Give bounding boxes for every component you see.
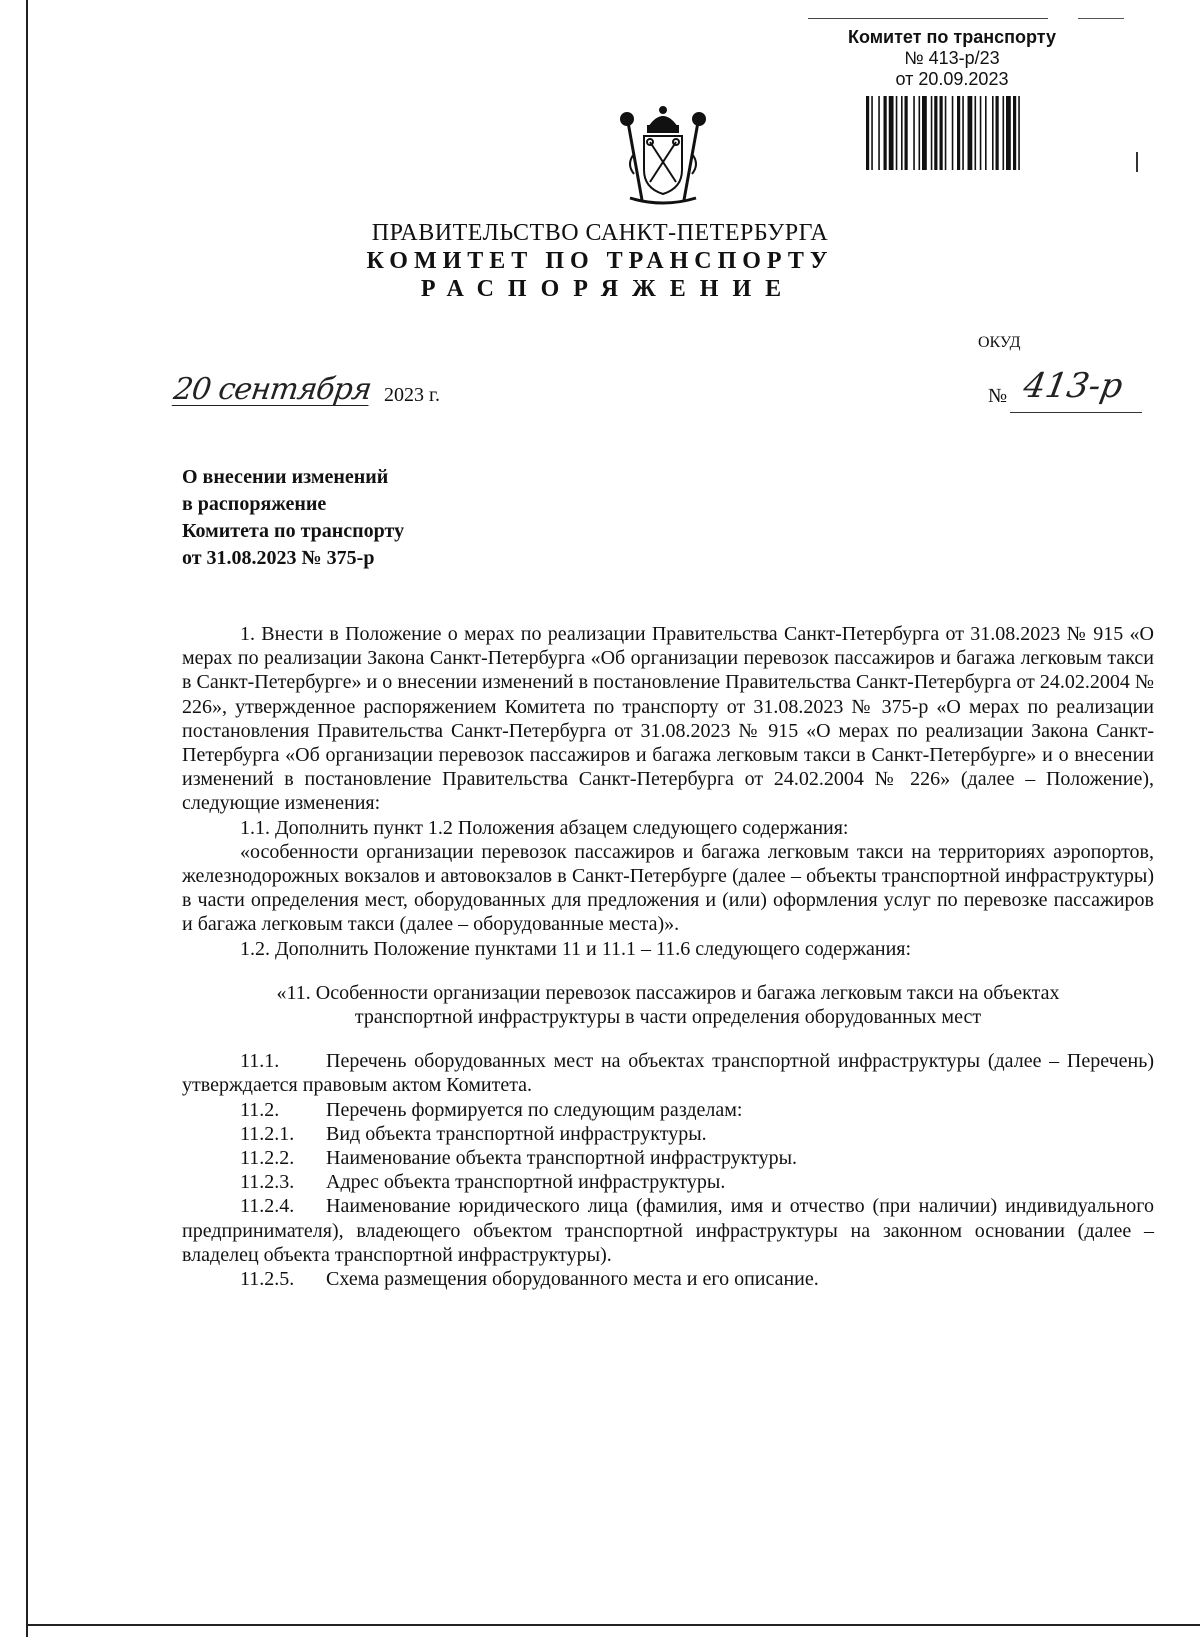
barcode-bar (975, 96, 977, 170)
list-item (182, 1194, 1154, 1267)
barcode-bar (962, 96, 964, 170)
registration-stamp (812, 26, 1092, 90)
number-label: № (988, 385, 1008, 407)
item-number: 11.2.3. (240, 1171, 295, 1194)
list-item (182, 1049, 1154, 1097)
section-title-line: транспортной инфраструктуры в части определения оборудованных мест (354, 1006, 982, 1029)
item-text: Перечень формируется по следующим разделам: (326, 1098, 743, 1121)
barcode-bar (1018, 96, 1020, 170)
barcode-bar (913, 96, 915, 170)
item-text: Вид объекта транспортной инфраструктуры. (326, 1122, 707, 1145)
section-title (182, 981, 1154, 1029)
barcode-bar (940, 96, 943, 170)
scan-mark (1136, 152, 1138, 172)
item-text: Схема размещения оборудованного места и его описание. (326, 1268, 819, 1291)
scan-edge-top (1078, 18, 1124, 19)
barcode-bar (957, 96, 960, 170)
barcode-bar (1006, 96, 1011, 170)
barcode-bar (934, 96, 937, 170)
barcode-bar (905, 96, 908, 170)
barcode-bar (980, 96, 982, 170)
document-subject (182, 464, 404, 572)
document-type: РАСПОРЯЖЕНИЕ (420, 276, 796, 302)
list-item (182, 1122, 1154, 1146)
document-year: 2023 г. (384, 384, 440, 406)
okud-label: ОКУД (978, 334, 1021, 351)
barcode-bar (866, 96, 869, 170)
barcode-bar (884, 96, 887, 170)
barcode-bar (871, 96, 873, 170)
item-text: Наименование юридического лица (фамилия, имя и отчество (при наличии) индивидуального предпринимателя), владеющего объектом транспортной инфраструктуры на законном основании (далее – владелец объекта транспортной инфраструктуры). (182, 1195, 1154, 1266)
barcode-bar (901, 96, 903, 170)
list-item (182, 1098, 1154, 1122)
item-text: Адрес объекта транспортной инфраструктуры. (326, 1171, 726, 1194)
item-number: 11.2. (240, 1098, 280, 1121)
list-item (182, 1267, 1154, 1291)
coat-of-arms-icon (608, 104, 718, 206)
stamp-number: № 413-р/23 (904, 48, 1000, 68)
paragraph-1-2: 1.2. Дополнить Положение пунктами 11 и 11.1 – 11.6 следующего содержания: (240, 937, 912, 960)
section-title-line: «11. Особенности организации перевозок пассажиров и багажа легковым такси на объектах (276, 981, 1060, 1004)
list-item (182, 1170, 1154, 1194)
paragraph-1-1-quote: «особенности организации перевозок пассажиров и багажа легковым такси на территориях аэропортов, железнодорожных вокзалов и автовокзалов в Санкт-Петербурге (далее – объекты транспортной инфраструктуры) в части определения мест, оборудованных для предложения и (или) оформления услуг по перевозке пассажиров и багажа легковым такси (далее – оборудованные места)». (182, 840, 1154, 936)
barcode-bar (931, 96, 933, 170)
barcode-bar (985, 96, 987, 170)
handwritten-number: 413-р (1020, 366, 1126, 406)
barcode-bar (952, 96, 954, 170)
government-title: ПРАВИТЕЛЬСТВО САНКТ-ПЕТЕРБУРГА (371, 220, 829, 246)
barcode-bar (889, 96, 894, 170)
scan-edge-bottom (26, 1624, 1200, 1626)
paragraph-1-1: 1.1. Дополнить пункт 1.2 Положения абзацем следующего содержания: (240, 816, 849, 839)
item-number: 11.1. (240, 1050, 280, 1073)
item-text: Перечень оборудованных мест на объектах транспортной инфраструктуры (далее – Перечень) утверждается правовым актом Комитета. (182, 1050, 1154, 1097)
subject-line: от 31.08.2023 № 375-р (182, 547, 375, 569)
committee-title: КОМИТЕТ ПО ТРАНСПОРТУ (366, 248, 834, 274)
item-text: Наименование объекта транспортной инфраструктуры. (326, 1147, 798, 1170)
handwritten-date: 20 сентября (171, 372, 374, 407)
list-item (182, 1146, 1154, 1170)
item-number: 11.2.1. (240, 1122, 295, 1145)
barcode-bar (992, 96, 994, 170)
barcode-bar (1003, 96, 1005, 170)
subject-line: О внесении изменений (182, 466, 389, 488)
barcode-bar (878, 96, 880, 170)
barcode-bar (968, 96, 973, 170)
barcode (866, 96, 1062, 170)
scan-edge-top (808, 18, 1048, 19)
barcode-bar (1013, 96, 1016, 170)
item-number: 11.2.4. (240, 1195, 295, 1218)
stamp-date: от 20.09.2023 (895, 69, 1009, 89)
paragraph-1: 1. Внести в Положение о мерах по реализации Правительства Санкт-Петербурга от 31.08.2023 № 915 «О мерах по реализации Закона Санкт-Петербурга «Об организации перевозок пассажиров и багажа легковым такси в Санкт-Петербурге» и о внесении изменений в постановление Правительства Санкт-Петербурга от 24.02.2004 № 226», утвержденное распоряжением Комитета по транспорту от 31.08.2023 № 375-р «О мерах по реализации постановления Правительства Санкт-Петербурга от 31.08.2023 № 915 «О мерах по реализации Закона Санкт-Петербурга «Об организации перевозок пассажиров и багажа легковым такси в Санкт-Петербурге» и о внесении изменений в постановление Правительства Санкт-Петербурга от 24.02.2004 № 226» (далее – Положение), следующие изменения: (182, 623, 1154, 815)
barcode-bar (919, 96, 921, 170)
document-body (182, 622, 1154, 1291)
subject-line: Комитета по транспорту (182, 520, 405, 542)
subject-line: в распоряжение (182, 493, 327, 515)
item-number: 11.2.5. (240, 1268, 295, 1291)
item-number: 11.2.2. (240, 1147, 295, 1170)
barcode-bar (922, 96, 927, 170)
barcode-bar (896, 96, 898, 170)
barcode-bar (996, 96, 999, 170)
barcode-bar (945, 96, 947, 170)
number-underline (1010, 412, 1142, 413)
stamp-org: Комитет по транспорту (847, 27, 1056, 47)
